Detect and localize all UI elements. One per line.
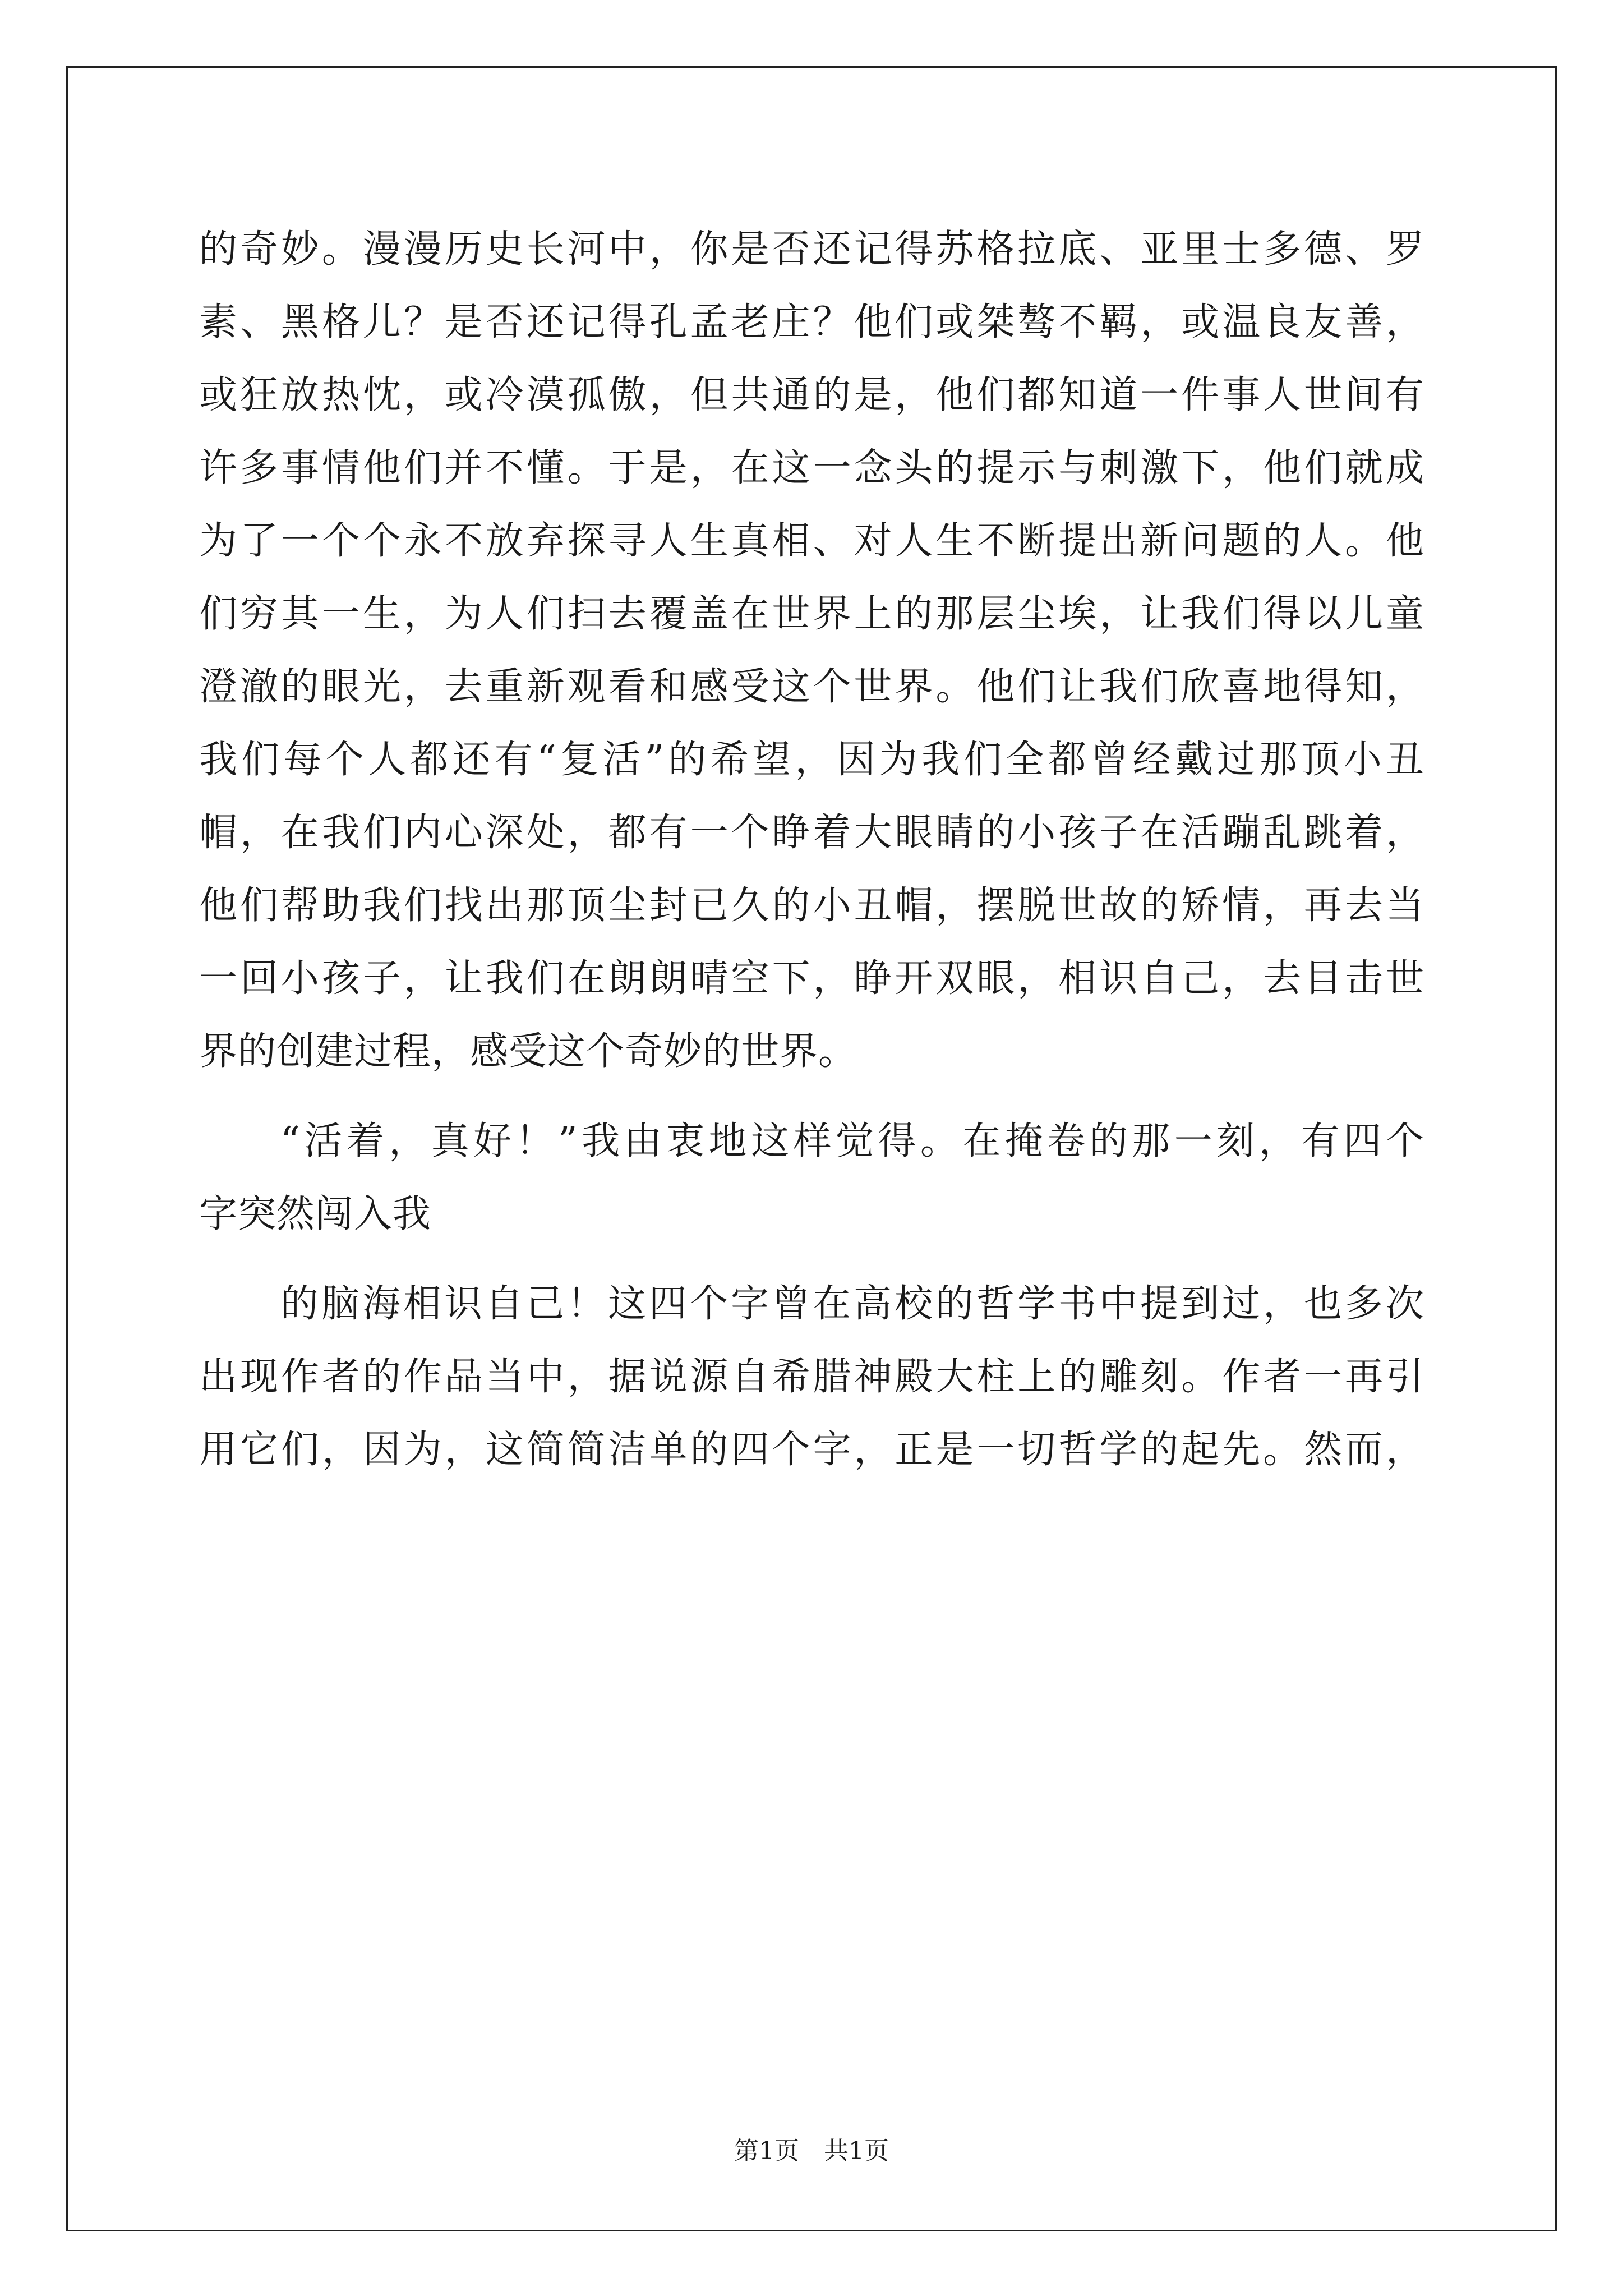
text-line: “活着，真好！”我由衷地这样觉得。在掩卷的那一刻，有四个 [280, 1119, 1424, 1163]
text-line: 我们每个人都还有“复活”的希望，因为我们全都曾经戴过那顶小丑 [199, 738, 1424, 782]
text-line: 或狂放热忱，或冷漠孤傲，但共通的是，他们都知道一件事人世间有 [199, 373, 1424, 417]
text-line: 的脑海相识自己！这四个字曾在高校的哲学书中提到过，也多次 [280, 1282, 1424, 1326]
text-line: 帽，在我们内心深处，都有一个睁着大眼睛的小孩子在活蹦乱跳着， [199, 811, 1424, 855]
text-line: 他们帮助我们找出那顶尘封已久的小丑帽，摆脱世故的矫情，再去当 [199, 884, 1424, 928]
text-line: 的奇妙。漫漫历史长河中，你是否还记得苏格拉底、亚里士多德、罗 [199, 227, 1424, 272]
text-line: 素、黑格儿？是否还记得孔孟老庄？他们或桀骜不羁，或温良友善， [199, 300, 1424, 344]
text-line: 澄澈的眼光，去重新观看和感受这个世界。他们让我们欣喜地得知， [199, 665, 1424, 709]
document-body [199, 213, 1424, 1487]
text-line: 界的创建过程，感受这个奇妙的世界。 [199, 1029, 857, 1074]
text-line: 出现作者的作品当中，据说源自希腊神殿大柱上的雕刻。作者一再引 [199, 1355, 1424, 1399]
text-line: 为了一个个永不放弃探寻人生真相、对人生不断提出新问题的人。他 [199, 519, 1424, 563]
text-line: 字突然闯入我 [199, 1192, 432, 1236]
page-number-footer: 第1页 共1页 [734, 2137, 889, 2165]
text-line: 用它们，因为，这简简洁单的四个字，正是一切哲学的起先。然而， [199, 1428, 1424, 1472]
text-line: 一回小孩子，让我们在朗朗晴空下，睁开双眼，相识自己，去目击世 [199, 956, 1424, 1001]
text-line: 许多事情他们并不懂。于是，在这一念头的提示与刺激下，他们就成 [199, 446, 1424, 490]
text-line: 们穷其一生，为人们扫去覆盖在世界上的那层尘埃，让我们得以儿童 [199, 592, 1424, 636]
